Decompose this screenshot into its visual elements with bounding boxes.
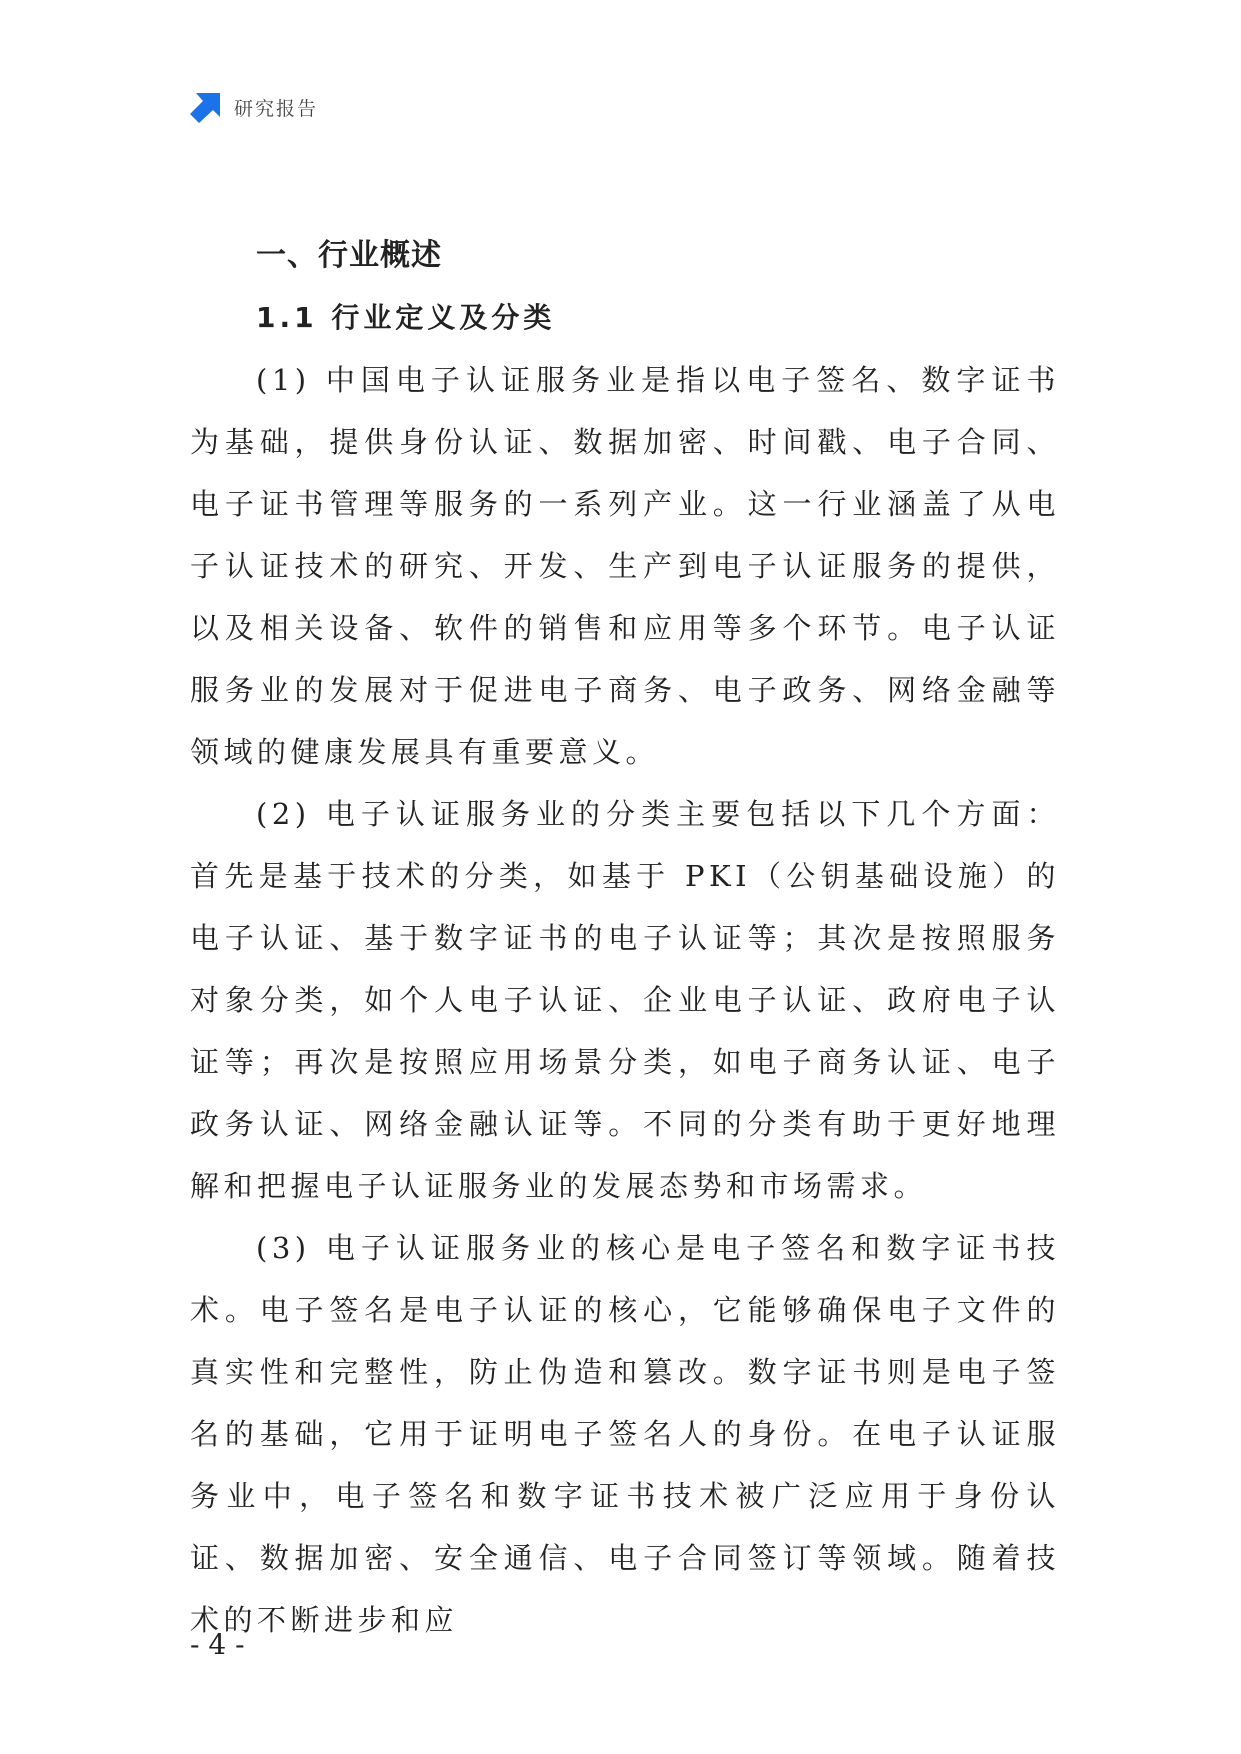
page-number: - 4 - xyxy=(190,1628,245,1661)
arrow-up-right-icon xyxy=(190,91,222,123)
section-title: 一、行业概述 xyxy=(256,238,442,273)
paragraph-1: (1) 中国电子认证服务业是指以电子签名、数字证书为基础，提供身份认证、数据加密、时间戳、电子合同、电子证书管理等服务的一系列产业。这一行业涵盖了从电子认证技术的研究、开发、生产到电子认证服务的提供，以及相关设备、软件的销售和应用等多个环节。电子认证服务业的发展对于促进电子商务、电子政务、网络金融等领域的健康发展具有重要意义。 xyxy=(190,363,1060,769)
subsection-title: 1.1 行业定义及分类 xyxy=(256,301,556,334)
page-header xyxy=(190,90,318,124)
paragraph-3: (3) 电子认证服务业的核心是电子签名和数字证书技术。电子签名是电子认证的核心，它能够确保电子文件的真实性和完整性，防止伪造和篡改。数字证书则是电子签名的基础，它用于证明电子签名人的身份。在电子认证服务业中，电子签名和数字证书技术被广泛应用于身份认证、数据加密、安全通信、电子合同签订等领域。随着技术的不断进步和应 xyxy=(190,1231,1060,1637)
document-body xyxy=(190,225,1060,1651)
header-label: 研究报告 xyxy=(234,97,319,120)
paragraph-2: (2) 电子认证服务业的分类主要包括以下几个方面：首先是基于技术的分类，如基于 PKI（公钥基础设施）的电子认证、基于数字证书的电子认证等；其次是按照服务对象分类，如个人电子认证、企业电子认证、政府电子认证等；再次是按照应用场景分类，如电子商务认证、电子政务认证、网络金融认证等。不同的分类有助于更好地理解和把握电子认证服务业的发展态势和市场需求。 xyxy=(190,797,1060,1203)
